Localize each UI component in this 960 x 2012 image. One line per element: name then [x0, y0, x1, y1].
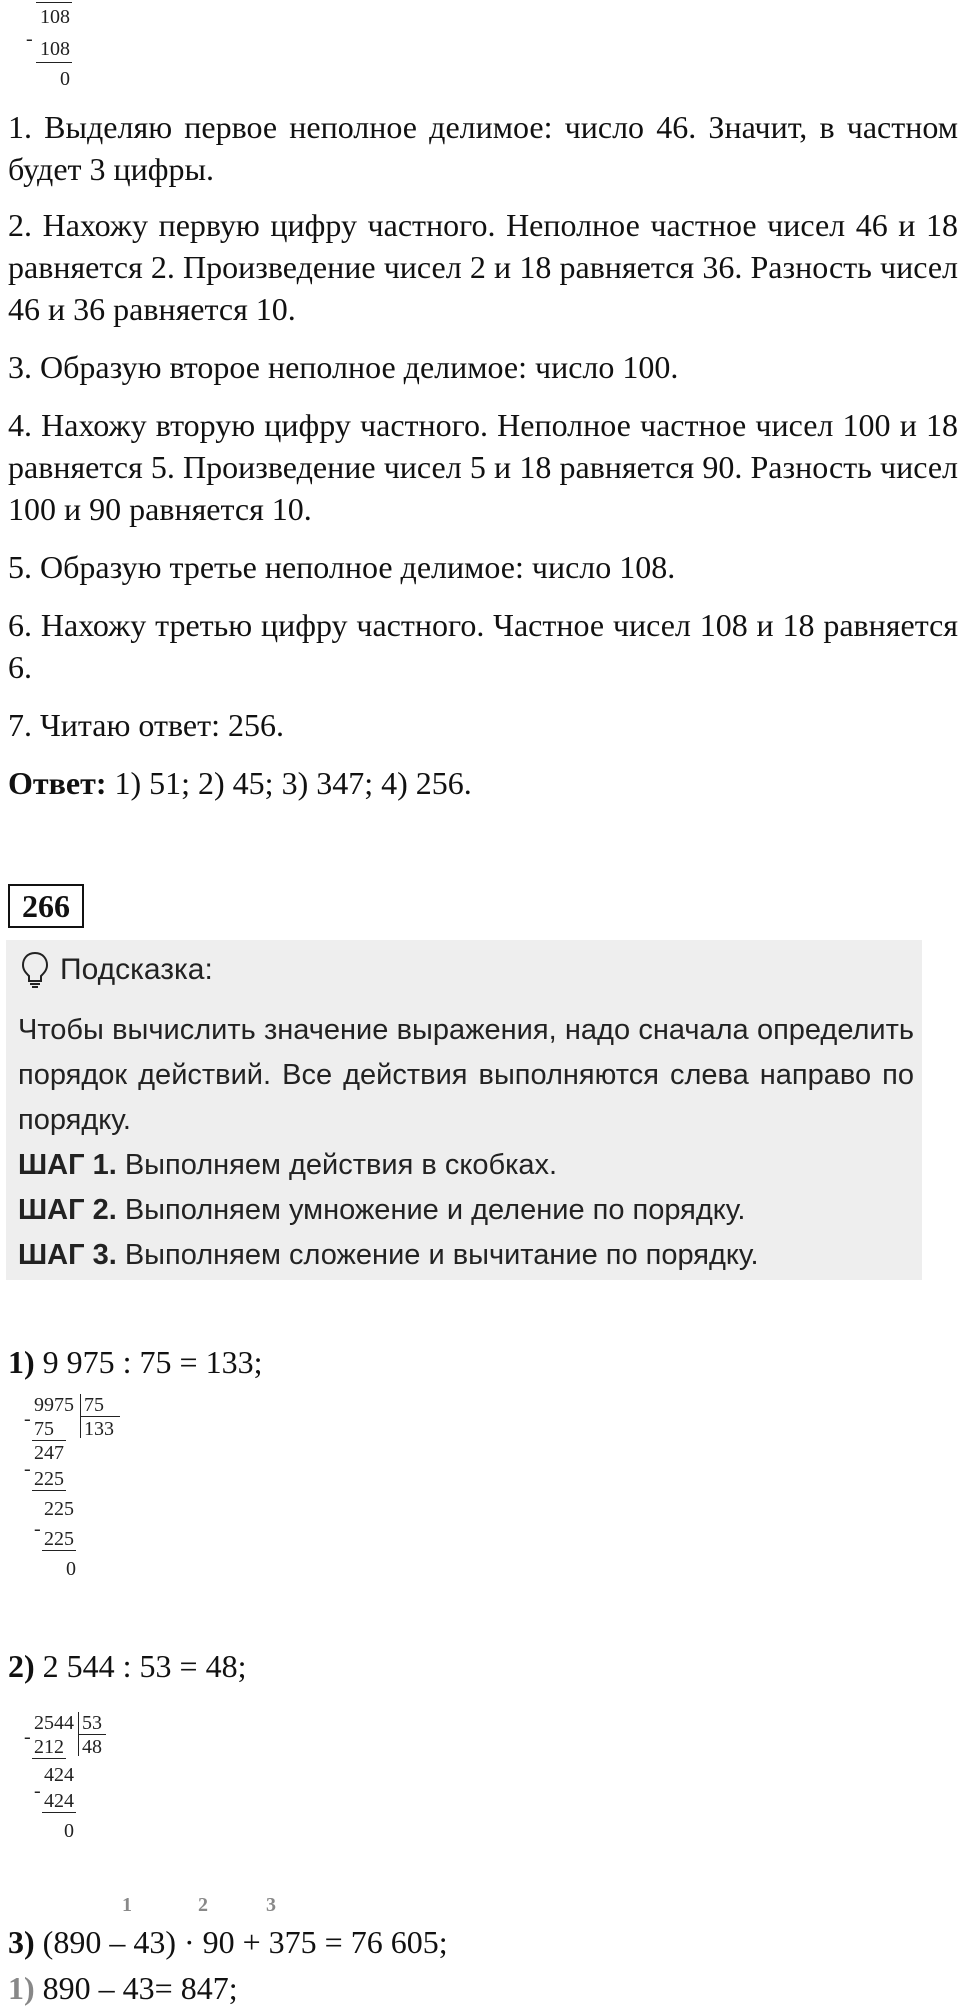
- order-mark-2: 2: [198, 1894, 208, 1916]
- task-number: 266: [8, 884, 84, 928]
- division-row: 0: [66, 1558, 76, 1580]
- quotient: 48: [82, 1736, 102, 1758]
- minus-sign: -: [26, 28, 33, 50]
- step-paragraph-3: 3. Образую второе неполное делимое: число 100.: [8, 349, 679, 385]
- hint-step-3: ШАГ 3. Выполняем сложение и вычитание по порядку.: [18, 1239, 759, 1271]
- hint-step-2: ШАГ 2. Выполняем умножение и деление по порядку.: [18, 1194, 746, 1226]
- division-row: 0: [60, 68, 70, 90]
- division-row: 225: [34, 1468, 64, 1490]
- division-row: 225: [44, 1528, 74, 1550]
- order-mark-1: 1: [122, 1894, 132, 1916]
- division-row: 212: [34, 1736, 64, 1758]
- answer-text: 1) 51; 2) 45; 3) 347; 4) 256.: [106, 765, 472, 801]
- hint-intro: Чтобы вычислить значение выражения, надо сначала определить порядок действий. Все действия выполняются слева направо по порядку.: [18, 1014, 914, 1136]
- minus-sign: -: [24, 1458, 31, 1480]
- hint-box: [6, 940, 922, 1280]
- minus-sign: -: [34, 1518, 41, 1540]
- step-paragraph-2: 2. Нахожу первую цифру частного. Неполное частное чисел 46 и 18 равняется 2. Произведение чисел 2 и 18 равняется 36. Разность чисел 46 и 36 равняется 10.: [8, 207, 958, 327]
- dividend: 2544: [34, 1712, 74, 1734]
- order-mark-3: 3: [266, 1894, 276, 1916]
- long-division-1: [22, 1394, 132, 1614]
- step-paragraph-5: 5. Образую третье неполное делимое: число 108.: [8, 549, 676, 585]
- divisor: 75: [84, 1394, 104, 1416]
- dividend: 9975: [34, 1394, 74, 1416]
- hint-step-1: ШАГ 1. Выполняем действия в скобках.: [18, 1149, 558, 1181]
- division-row: 247: [34, 1442, 64, 1464]
- division-row: 108: [40, 38, 70, 60]
- example-3-step-1: 1) 890 – 43= 847;: [8, 1970, 238, 2006]
- answer-line: [8, 762, 958, 804]
- long-division-2: [22, 1712, 132, 1862]
- minus-sign: -: [34, 1780, 41, 1802]
- example-2: 2) 2 544 : 53 = 48;: [8, 1648, 247, 1684]
- division-row: 0: [64, 1820, 74, 1842]
- hint-title: Подсказка:: [60, 953, 213, 986]
- minus-sign: -: [24, 1726, 31, 1748]
- division-row: 225: [44, 1498, 74, 1520]
- example-3: 3) (890 – 43) · 90 + 375 = 76 605;: [8, 1924, 448, 1960]
- step-paragraph-7: 7. Читаю ответ: 256.: [8, 707, 284, 743]
- step-paragraph-4: 4. Нахожу вторую цифру частного. Неполное частное чисел 100 и 18 равняется 5. Произведение чисел 5 и 18 равняется 90. Разность чисел 100 и 90 равняется 10.: [8, 407, 958, 527]
- lightbulb-icon: [20, 950, 50, 990]
- step-paragraph-6: 6. Нахожу третью цифру частного. Частное чисел 108 и 18 равняется 6.: [8, 607, 958, 685]
- quotient: 133: [84, 1418, 114, 1440]
- division-row: 424: [44, 1764, 74, 1786]
- division-row: 75: [34, 1418, 54, 1440]
- divisor: 53: [82, 1712, 102, 1734]
- top-division: [26, 0, 90, 92]
- division-row: 424: [44, 1790, 74, 1812]
- step-paragraph-1: 1. Выделяю первое неполное делимое: число 46. Значит, в частном будет 3 цифры.: [8, 109, 958, 187]
- answer-label: Ответ:: [8, 765, 107, 801]
- minus-sign: -: [24, 1408, 31, 1430]
- example-1: 1) 9 975 : 75 = 133;: [8, 1344, 263, 1380]
- division-row: 108: [40, 6, 70, 28]
